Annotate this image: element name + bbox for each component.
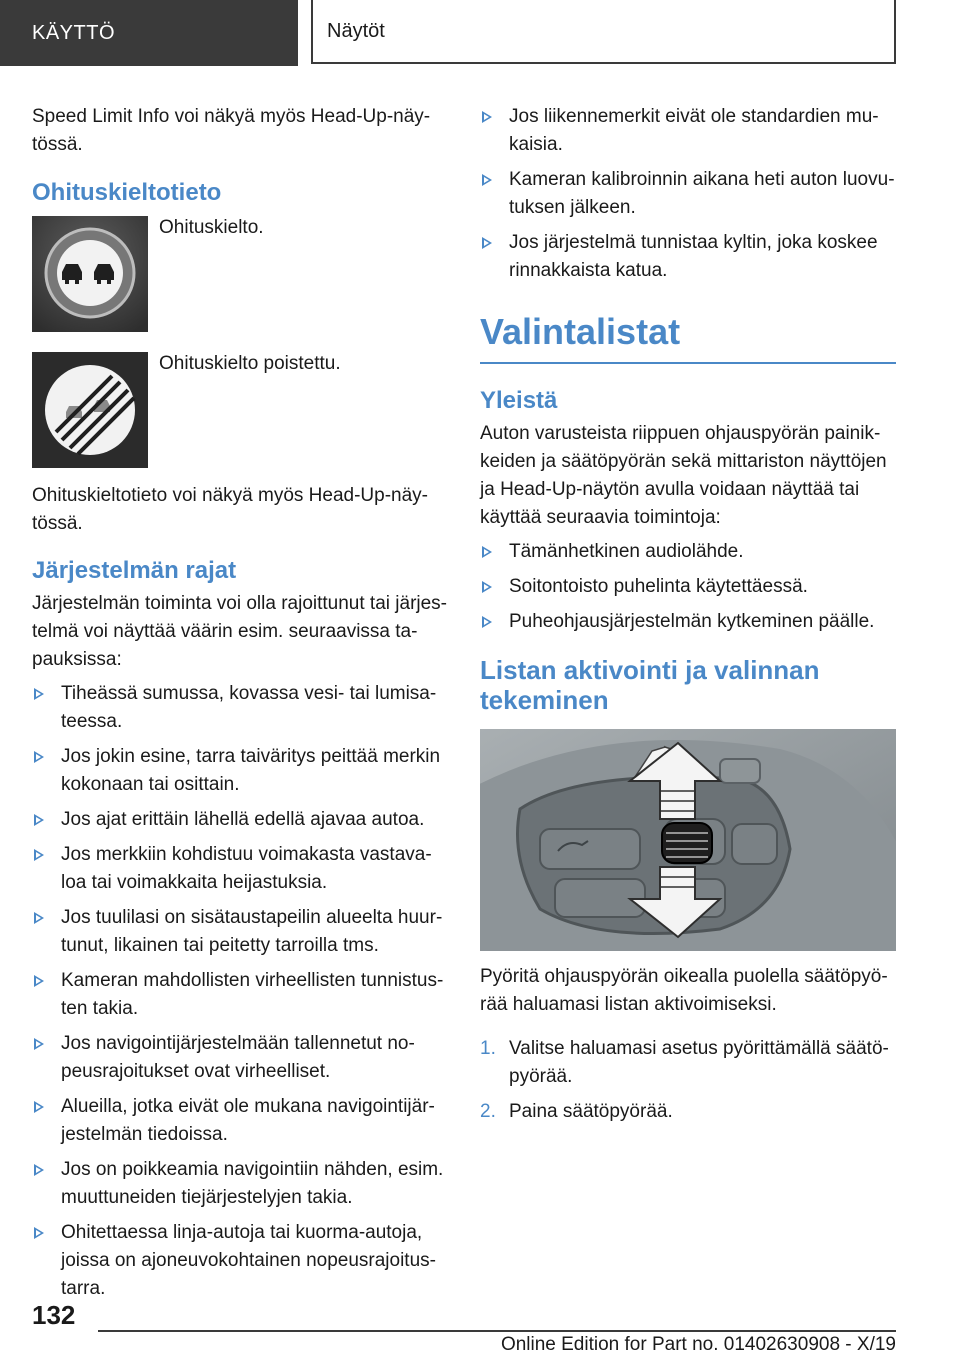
triangle-bullet-icon (482, 237, 492, 249)
list-item: Alueilla, jotka eivät ole mukana navigointijär- jestelmän tiedoissa. (32, 1093, 448, 1149)
list-item: Tiheässä sumussa, kovassa vesi- tai lumisa- teessa. (32, 680, 448, 736)
list-item: Jos ajat erittäin lähellä edellä ajavaa autoa. (32, 806, 448, 834)
triangle-bullet-icon (482, 581, 492, 593)
step-item: 1. Valitse haluamasi asetus pyörittämällä säätö- pyörää. (480, 1038, 889, 1087)
list-item: Jos tuulilasi on sisätaustapeilin alueelta huur- tunut, likainen tai peitetty tarroilla tms. (32, 904, 448, 960)
list-item: Jos on poikkeamia navigointiin nähden, esim. muuttuneiden tiejärjestelyjen takia. (32, 1156, 448, 1212)
right-column (480, 103, 896, 1133)
section-tab: KÄYTTÖ (0, 0, 298, 66)
list-item: Jos merkkiin kohdistuu voimakasta vastava- loa tai voimakkaita heijastuksia. (32, 841, 448, 897)
triangle-bullet-icon (482, 616, 492, 628)
activation-text: Pyöritä ohjauspyörän oikealla puolella säätöpyö- rää haluamasi listan aktivoimiseksi. (480, 966, 888, 1015)
left-column (32, 103, 448, 1310)
sign-overtaking-ended-row (32, 352, 448, 468)
list-item: Jos navigointijärjestelmään tallennetut no- peusrajoitukset ovat virheelliset. (32, 1030, 448, 1086)
heading-system-limits: Järjestelmän rajat (32, 557, 237, 584)
triangle-bullet-icon (34, 814, 44, 826)
activation-steps (480, 1035, 896, 1126)
list-item: Kameran kalibroinnin aikana heti auton luovu- tuksen jälkeen. (480, 166, 896, 222)
steering-wheel-thumbwheel-image (480, 729, 896, 951)
page-header (0, 0, 960, 66)
general-text: Auton varusteista riippuen ohjauspyörän painik- keiden ja säätöpyörän sekä mittariston näyttöjen ja Head-Up-näytön avulla voidaan näyttää tai käyttää seuraavia toimintoja: (480, 423, 887, 528)
list-item: Kameran mahdollisten virheellisten tunnistus- ten takia. (32, 967, 448, 1023)
triangle-bullet-icon (34, 751, 44, 763)
triangle-bullet-icon (482, 546, 492, 558)
page-number: 132 (32, 1300, 76, 1330)
speed-limit-intro: Speed Limit Info voi näkyä myös Head-Up-näy- tössä. (32, 106, 431, 155)
online-edition-note: Online Edition for Part no. 01402630908 - X/19 (500, 1334, 896, 1355)
triangle-bullet-icon (482, 111, 492, 123)
list-item: Tämänhetkinen audiolähde. (480, 538, 896, 566)
step-item: 2. Paina säätöpyörää. (480, 1101, 673, 1122)
triangle-bullet-icon (34, 1164, 44, 1176)
heading-general: Yleistä (480, 387, 558, 414)
system-limits-list (32, 680, 448, 1303)
heading-selection-lists: Valintalistat (480, 311, 681, 352)
triangle-bullet-icon (34, 912, 44, 924)
sign-overtaking-ended-caption: Ohituskielto poistettu. (159, 353, 341, 374)
sign-no-overtaking-row (32, 216, 448, 332)
footer-rule (98, 1330, 896, 1332)
triangle-bullet-icon (34, 975, 44, 987)
list-item: Ohitettaessa linja-autoja tai kuorma-autoja, joissa on ajoneuvokohtainen nopeusrajoitus- tarra. (32, 1219, 448, 1303)
system-limits-intro: Järjestelmän toiminta voi olla rajoittunut tai järjes- telmä voi näyttää väärin esim. seuraavissa ta- pauksissa: (32, 593, 448, 670)
list-item: Soitontoisto puhelinta käytettäessä. (480, 573, 896, 601)
triangle-bullet-icon (34, 1038, 44, 1050)
chapter-tab: Näytöt (311, 0, 896, 64)
triangle-bullet-icon (482, 174, 492, 186)
triangle-bullet-icon (34, 688, 44, 700)
no-overtaking-sign-icon (32, 216, 148, 332)
list-item: Jos järjestelmä tunnistaa kyltin, joka koskee rinnakkaista katua. (480, 229, 896, 285)
system-limits-list-continued (480, 103, 896, 285)
list-item: Jos liikennemerkit eivät ole standardien mu- kaisia. (480, 103, 896, 159)
heading-overtaking-info: Ohituskieltotieto (32, 179, 222, 206)
general-list (480, 538, 896, 636)
list-item: Puheohjausjärjestelmän kytkeminen päälle. (480, 608, 896, 636)
triangle-bullet-icon (34, 849, 44, 861)
sign-no-overtaking-caption: Ohituskielto. (159, 217, 264, 238)
heading-list-activation: Listan aktivointi ja valinnan tekeminen (480, 655, 820, 715)
overtaking-hud-text: Ohituskieltotieto voi näkyä myös Head-Up-näy- tössä. (32, 485, 429, 534)
triangle-bullet-icon (34, 1227, 44, 1239)
triangle-bullet-icon (34, 1101, 44, 1113)
list-item: Jos jokin esine, tarra taiväritys peittää merkin kokonaan tai osittain. (32, 743, 448, 799)
end-of-no-overtaking-sign-icon (32, 352, 148, 468)
